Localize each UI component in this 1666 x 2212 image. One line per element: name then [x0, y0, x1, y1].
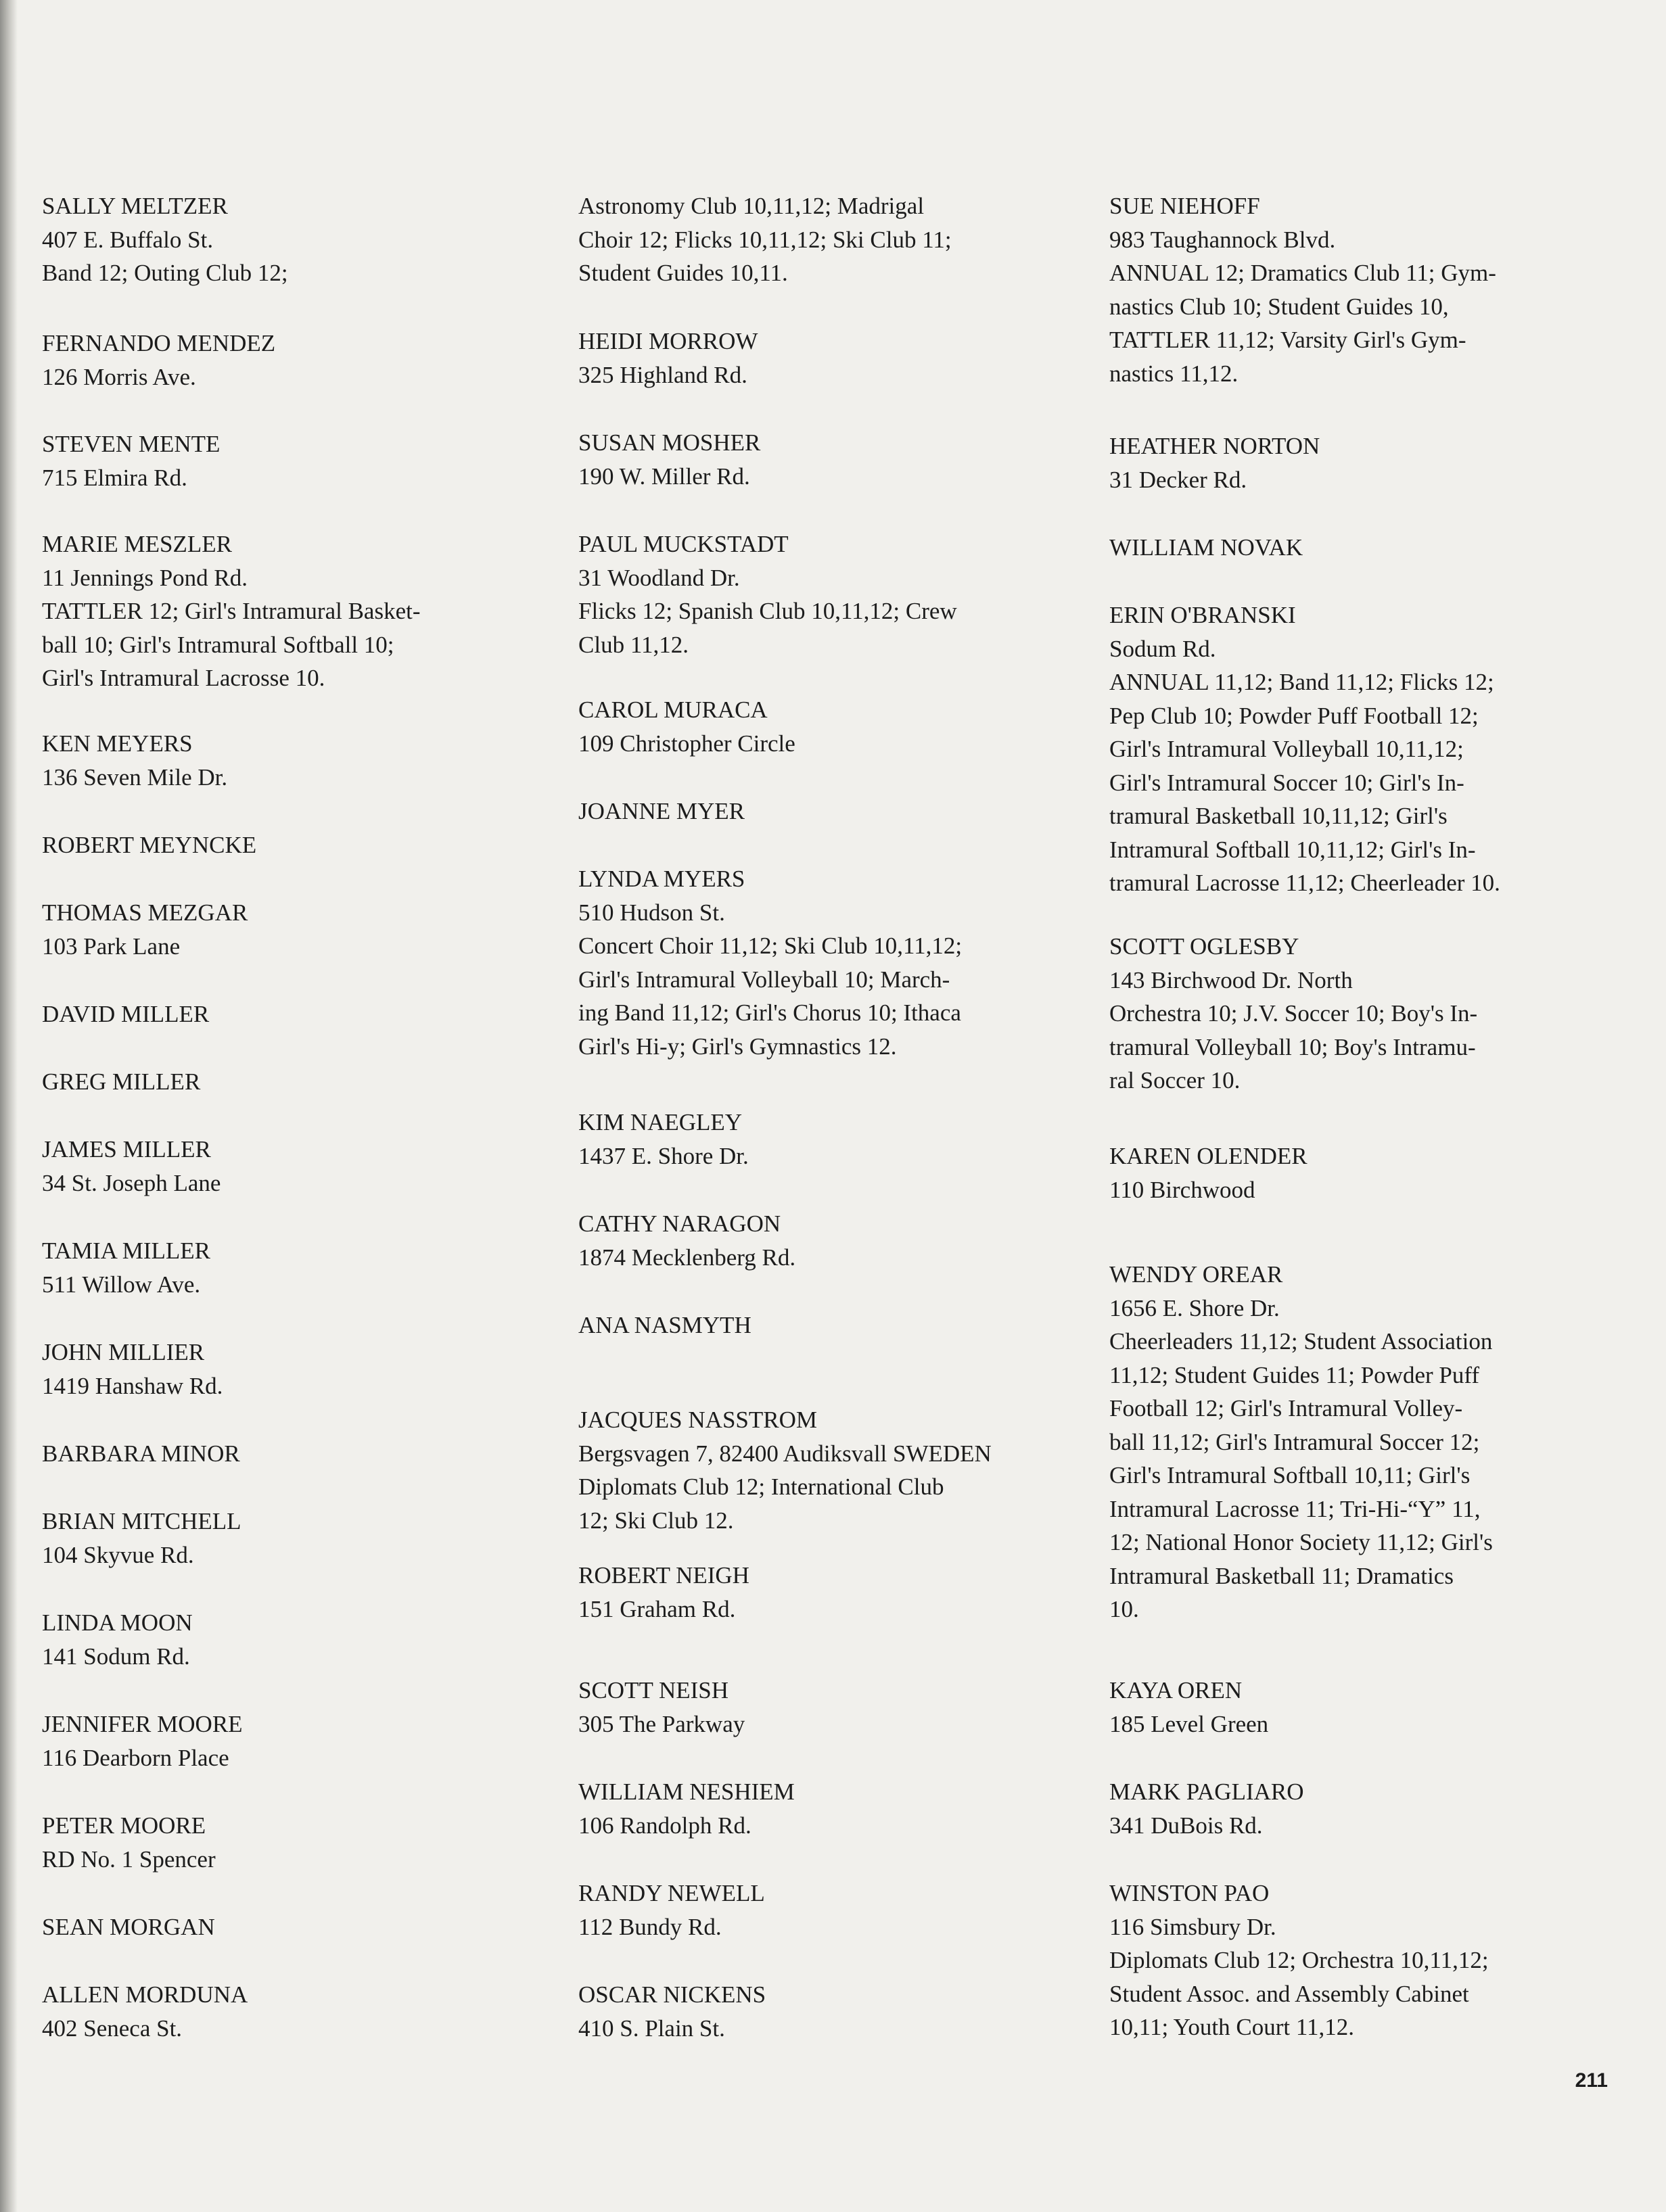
student-address: 511 Willow Ave. — [42, 1271, 201, 1298]
student-address: 116 Simsbury Dr. — [1109, 1913, 1276, 1940]
student-name: MARK PAGLIARO — [1109, 1779, 1304, 1805]
student-address: 185 Level Green — [1109, 1710, 1269, 1737]
student-name: PAUL MUCKSTADT — [578, 531, 789, 557]
student-address: 103 Park Lane — [42, 933, 181, 960]
directory-entry — [578, 1674, 1065, 1741]
directory-entry — [1109, 1258, 1644, 1626]
directory-entry — [578, 795, 1065, 828]
student-address: RD No. 1 Spencer — [42, 1845, 216, 1873]
directory-entry — [1109, 1775, 1644, 1842]
directory-entry — [1109, 930, 1644, 1098]
student-address: 106 Randolph Rd. — [578, 1812, 751, 1839]
directory-entry — [42, 828, 529, 862]
directory-entry — [578, 325, 1065, 392]
student-name: JAMES MILLER — [42, 1136, 211, 1162]
directory-entry — [1109, 1674, 1644, 1741]
student-name: JOANNE MYER — [578, 798, 745, 824]
directory-entry-continued — [578, 189, 1065, 290]
student-address: 110 Birchwood — [1109, 1176, 1255, 1203]
student-name: ERIN O'BRANSKI — [1109, 602, 1296, 628]
directory-entry — [42, 1065, 529, 1099]
page-number: 211 — [1575, 2069, 1608, 2092]
student-address: 410 S. Plain St. — [578, 2015, 725, 2042]
student-name: STEVEN MENTE — [42, 431, 221, 457]
directory-entry — [42, 1336, 529, 1403]
directory-entry — [42, 1606, 529, 1673]
student-name: HEIDI MORROW — [578, 328, 758, 354]
directory-entry — [578, 1978, 1065, 2045]
student-name: SUE NIEHOFF — [1109, 193, 1260, 219]
directory-entry — [578, 527, 1065, 661]
student-activities: Diplomats Club 12; Orchestra 10,11,12; Student Assoc. and Assembly Cabinet 10,11; Youth Court 11,12. — [1109, 1947, 1489, 2040]
student-activities: ANNUAL 12; Dramatics Club 11; Gym- nastics Club 10; Student Guides 10, TATTLER 11,12; Varsity Girl's Gym- nastics 11,12. — [1109, 260, 1496, 387]
student-name: KEN MEYERS — [42, 730, 193, 757]
student-name: ROBERT NEIGH — [578, 1562, 749, 1589]
directory-entry — [42, 727, 529, 794]
directory-entry — [578, 862, 1065, 1063]
directory-entry — [42, 527, 529, 695]
student-activities: Astronomy Club 10,11,12; Madrigal Choir 12; Flicks 10,11,12; Ski Club 11; Student Guides 10,11. — [578, 193, 952, 286]
directory-entry — [578, 1403, 1065, 1537]
student-name: FERNANDO MENDEZ — [42, 330, 276, 356]
student-address: 325 Highland Rd. — [578, 361, 747, 388]
directory-entry — [42, 1505, 529, 1572]
student-activities: Diplomats Club 12; International Club 12; Ski Club 12. — [578, 1474, 944, 1534]
student-address: 31 Woodland Dr. — [578, 564, 740, 591]
student-address: 151 Graham Rd. — [578, 1595, 736, 1622]
student-name: SUSAN MOSHER — [578, 429, 761, 456]
student-name: SCOTT NEISH — [578, 1677, 729, 1703]
student-address: 31 Decker Rd. — [1109, 466, 1247, 493]
directory-entry — [1109, 1139, 1644, 1206]
student-address: 1437 E. Shore Dr. — [578, 1142, 749, 1169]
student-name: WILLIAM NESHIEM — [578, 1779, 795, 1805]
student-name: CATHY NARAGON — [578, 1210, 781, 1237]
student-address: 305 The Parkway — [578, 1710, 745, 1737]
student-address: 34 St. Joseph Lane — [42, 1169, 221, 1196]
student-name: ANA NASMYTH — [578, 1312, 751, 1338]
student-activities: Cheerleaders 11,12; Student Association 11,12; Student Guides 11; Powder Puff Football 12; Girl's Intramural Volley- ball 11,12; Girl's Intramural Soccer 12; Girl's Intramural Softball 10,11; Girl's Intramural Lacrosse 11; Tri-Hi-“Y” 11, 12; National Honor Society 11,12; Girl's Intramural Basketball 11; Dramatics 10. — [1109, 1328, 1493, 1622]
student-name: JOHN MILLIER — [42, 1339, 205, 1365]
student-name: SEAN MORGAN — [42, 1914, 215, 1940]
student-name: CAROL MURACA — [578, 697, 768, 723]
directory-entry — [578, 1207, 1065, 1274]
directory-entry — [42, 1437, 529, 1471]
student-name: OSCAR NICKENS — [578, 1981, 766, 2008]
student-address: 11 Jennings Pond Rd. — [42, 564, 248, 591]
student-name: HEATHER NORTON — [1109, 433, 1320, 459]
student-name: JACQUES NASSTROM — [578, 1407, 817, 1433]
directory-entry — [578, 1309, 1065, 1342]
student-address: 116 Dearborn Place — [42, 1744, 229, 1771]
directory-entry — [42, 327, 529, 394]
student-name: GREG MILLER — [42, 1068, 201, 1095]
student-address: 143 Birchwood Dr. North — [1109, 966, 1353, 993]
student-address: 1656 E. Shore Dr. — [1109, 1294, 1280, 1321]
directory-entry — [42, 427, 529, 494]
student-address: 109 Christopher Circle — [578, 730, 795, 757]
directory-entry — [42, 997, 529, 1031]
student-address: 510 Hudson St. — [578, 899, 725, 926]
directory-entry — [42, 1234, 529, 1301]
student-address: 126 Morris Ave. — [42, 363, 196, 390]
student-address: 1874 Mecklenberg Rd. — [578, 1244, 796, 1271]
student-address: 141 Sodum Rd. — [42, 1643, 190, 1670]
student-address: 715 Elmira Rd. — [42, 464, 187, 491]
student-name: ROBERT MEYNCKE — [42, 832, 257, 858]
student-name: KIM NAEGLEY — [578, 1109, 743, 1135]
student-name: SALLY MELTZER — [42, 193, 228, 219]
student-name: TAMIA MILLER — [42, 1238, 210, 1264]
directory-entry — [42, 1809, 529, 1876]
student-address: 104 Skyvue Rd. — [42, 1541, 194, 1568]
page-gutter-shadow — [0, 0, 18, 2212]
student-name: ALLEN MORDUNA — [42, 1981, 248, 2008]
student-name: LYNDA MYERS — [578, 866, 745, 892]
directory-entry — [42, 1910, 529, 1944]
student-activities: Concert Choir 11,12; Ski Club 10,11,12; Girl's Intramural Volleyball 10; March- ing Band 11,12; Girl's Chorus 10; Ithaca Girl's Hi-y; Girl's Gymnastics 12. — [578, 933, 963, 1060]
student-name: THOMAS MEZGAR — [42, 899, 248, 926]
directory-entry — [578, 426, 1065, 493]
student-address: 341 DuBois Rd. — [1109, 1812, 1263, 1839]
directory-entry — [1109, 531, 1644, 565]
student-address: Sodum Rd. — [1109, 635, 1216, 662]
student-activities: Orchestra 10; J.V. Soccer 10; Boy's In- tramural Volleyball 10; Boy's Intramu- ral Soccer 10. — [1109, 1000, 1478, 1093]
directory-entry — [1109, 429, 1644, 496]
directory-entry — [42, 1708, 529, 1774]
student-address: 402 Seneca St. — [42, 2015, 183, 2042]
student-name: RANDY NEWELL — [578, 1880, 765, 1906]
student-name: SCOTT OGLESBY — [1109, 933, 1299, 960]
student-address: 407 E. Buffalo St. — [42, 226, 214, 253]
student-address: 112 Bundy Rd. — [578, 1913, 722, 1940]
student-address: 136 Seven Mile Dr. — [42, 763, 228, 791]
directory-entry — [1109, 598, 1644, 900]
directory-entry — [42, 1978, 529, 2045]
student-name: BRIAN MITCHELL — [42, 1508, 241, 1534]
student-address: 190 W. Miller Rd. — [578, 463, 750, 490]
student-name: PETER MOORE — [42, 1812, 206, 1839]
student-address: Bergsvagen 7, 82400 Audiksvall SWEDEN — [578, 1440, 992, 1467]
student-activities: Band 12; Outing Club 12; — [42, 260, 288, 286]
directory-entry — [1109, 189, 1644, 390]
student-address: 983 Taughannock Blvd. — [1109, 226, 1336, 253]
directory-entry — [42, 896, 529, 963]
directory-entry — [42, 1133, 529, 1200]
directory-entry — [578, 1106, 1065, 1173]
student-name: WENDY OREAR — [1109, 1261, 1283, 1288]
student-address: 1419 Hanshaw Rd. — [42, 1372, 223, 1399]
directory-entry — [578, 693, 1065, 760]
student-activities: TATTLER 12; Girl's Intramural Basket- ball 10; Girl's Intramural Softball 10; Girl's Intramural Lacrosse 10. — [42, 598, 421, 691]
directory-entry — [1109, 1877, 1644, 2044]
student-name: KAREN OLENDER — [1109, 1143, 1308, 1169]
student-name: BARBARA MINOR — [42, 1440, 240, 1467]
student-name: WILLIAM NOVAK — [1109, 534, 1303, 561]
student-name: WINSTON PAO — [1109, 1880, 1270, 1906]
student-name: DAVID MILLER — [42, 1001, 210, 1027]
student-name: MARIE MESZLER — [42, 531, 232, 557]
student-name: JENNIFER MOORE — [42, 1711, 243, 1737]
student-activities: ANNUAL 11,12; Band 11,12; Flicks 12; Pep Club 10; Powder Puff Football 12; Girl's Intramural Volleyball 10,11,12; Girl's Intramural Soccer 10; Girl's In- tramural Basketball 10,11,12; Girl's Intramural Softball 10,11,12; Girl's In- tramural Lacrosse 11,12; Cheerleader 10. — [1109, 669, 1500, 896]
student-activities: Flicks 12; Spanish Club 10,11,12; Crew Club 11,12. — [578, 598, 957, 658]
student-name: KAYA OREN — [1109, 1677, 1243, 1703]
student-name: LINDA MOON — [42, 1609, 193, 1636]
directory-entry — [578, 1775, 1065, 1842]
directory-entry — [578, 1877, 1065, 1944]
directory-entry — [42, 189, 529, 290]
directory-entry — [578, 1559, 1065, 1626]
